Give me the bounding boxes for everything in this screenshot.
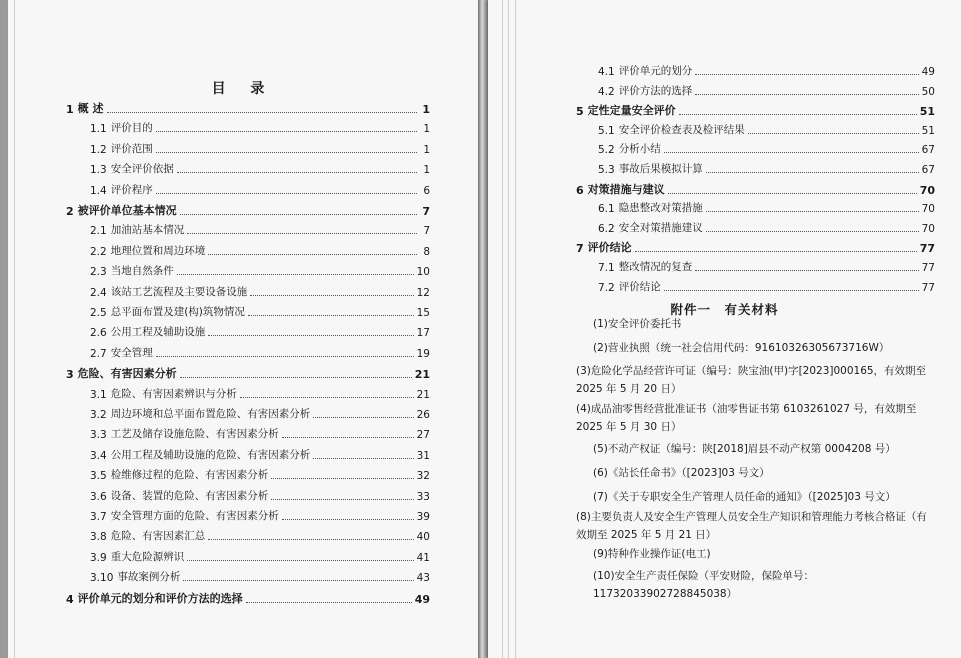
leader-dots	[107, 112, 418, 113]
toc-entry	[90, 120, 430, 135]
toc-entry-page: 26	[416, 409, 430, 421]
toc-entry-number: 7	[576, 242, 584, 256]
leader-dots	[208, 539, 413, 540]
toc-entry	[90, 386, 430, 401]
toc-entry	[90, 263, 430, 278]
leader-dots	[313, 417, 413, 418]
toc-entry-number: 3.2	[90, 409, 107, 421]
toc-entry-page: 70	[921, 203, 935, 216]
leader-dots	[208, 254, 417, 255]
toc-entry	[576, 181, 935, 197]
material-item: (3)危险化学品经营许可证（编号：陕宝油(甲)字[2023]000165，有效期至 2025 年 5 月 20 日）	[576, 365, 927, 395]
leader-dots	[156, 356, 414, 357]
leader-dots	[679, 114, 917, 115]
toc-entry	[90, 488, 430, 503]
toc-entry-title: 事故后果模拟计算	[618, 163, 703, 175]
toc-entry-title: 整改情况的复查	[618, 261, 693, 273]
toc-entry-title: 总平面布置及建(构)筑物情况	[110, 306, 245, 318]
page-edge	[508, 0, 509, 658]
material-item: (10)安全生产责任保险（平安财险，保险单号：11732033902728845038）	[593, 570, 815, 600]
toc-entry	[576, 102, 935, 118]
toc-entry-page: 70	[921, 222, 935, 235]
toc-entry-page: 77	[919, 242, 935, 256]
toc-entry-number: 4.2	[598, 85, 615, 98]
leader-dots	[248, 315, 414, 316]
toc-entry-title: 检维修过程的危险、有害因素分析	[110, 469, 269, 482]
toc-entry-number: 5.3	[598, 164, 615, 176]
leader-dots	[250, 295, 413, 296]
toc-entry-page: 67	[921, 144, 935, 157]
toc-entry-number: 2.6	[90, 327, 107, 340]
toc-entry-page: 12	[416, 286, 430, 299]
leader-dots	[282, 519, 414, 520]
toc-entry-title: 对策措施与建议	[587, 182, 665, 196]
leader-dots	[156, 131, 417, 132]
toc-entry-title: 该站工艺流程及主要设备设施	[110, 285, 248, 298]
page-edge	[14, 0, 15, 658]
toc-entry-title: 评价单元的划分	[618, 65, 693, 77]
material-item: (2)营业执照（统一社会信用代码：91610326305673716W）	[593, 342, 890, 354]
toc-entry-title: 被评价单位基本情况	[77, 204, 177, 217]
toc-entry	[90, 324, 430, 339]
toc-entry-title: 周边环境和总平面布置危险、有害因素分析	[110, 408, 311, 420]
toc-entry-number: 1.1	[90, 123, 107, 136]
leader-dots	[695, 94, 918, 95]
toc-entry-page: 49	[921, 66, 935, 78]
toc-entry-number: 3.1	[90, 388, 107, 401]
toc-entry-title: 安全管理方面的危险、有害因素分析	[110, 510, 279, 522]
toc-entry-title: 评价目的	[110, 122, 153, 135]
toc-entry-title: 评价结论	[587, 241, 632, 255]
leader-dots	[187, 560, 413, 561]
leader-dots	[246, 602, 412, 603]
annex-title: 附件一 有关材料	[670, 302, 779, 317]
toc-entry	[66, 202, 430, 218]
leader-dots	[748, 133, 919, 134]
toc-entry-number: 3.6	[90, 490, 107, 503]
toc-entry-number: 3.8	[90, 531, 107, 544]
toc-entry-page: 1	[423, 164, 430, 177]
toc-entry-title: 危险、有害因素辨识与分析	[110, 387, 237, 400]
leader-dots	[706, 172, 919, 173]
toc-entry	[598, 161, 935, 176]
toc-entry-page: 10	[416, 266, 430, 279]
toc-entry-title: 分析小结	[618, 143, 661, 156]
leader-dots	[664, 290, 919, 291]
toc-entry-number: 3.7	[90, 511, 107, 523]
toc-entry-title: 重大危险源辨识	[110, 550, 185, 563]
leader-dots	[668, 193, 917, 194]
toc-entry-title: 加油站基本情况	[110, 224, 185, 237]
toc-entry	[598, 259, 935, 274]
leader-dots	[177, 274, 414, 275]
leader-dots	[664, 152, 919, 153]
toc-entry-title: 当地自然条件	[110, 265, 174, 278]
toc-entry	[90, 508, 430, 523]
material-item: (7)《关于专职安全生产管理人员任命的通知》（[2025]03 号文）	[593, 491, 896, 503]
toc-entry-page: 21	[416, 388, 430, 401]
toc-entry	[90, 447, 430, 462]
leader-dots	[706, 211, 919, 212]
toc-entry	[90, 426, 430, 441]
toc-entry-number: 6.1	[598, 203, 615, 216]
toc-entry-page: 49	[414, 592, 430, 606]
toc-entry-title: 概 述	[77, 102, 104, 115]
toc-entry	[576, 239, 935, 255]
toc-entry-number: 2.4	[90, 286, 107, 299]
toc-entry-title: 公用工程及辅助设施	[110, 326, 206, 339]
toc-entry-page: 41	[416, 551, 430, 564]
toc-entry-title: 评价程序	[110, 183, 153, 196]
toc-entry-title: 地理位置和周边环境	[110, 244, 206, 257]
toc-entry	[90, 161, 430, 176]
toc-entry-page: 1	[422, 103, 430, 116]
toc-entry	[90, 304, 430, 319]
toc-entry	[66, 590, 430, 606]
toc-entry	[90, 569, 430, 584]
toc-entry	[598, 200, 935, 215]
toc-entry-number: 1.3	[90, 164, 107, 177]
toc-entry-number: 2.2	[90, 245, 107, 258]
leader-dots	[180, 377, 412, 378]
toc-entry-page: 6	[423, 184, 430, 197]
toc-entry-number: 6	[576, 183, 584, 197]
toc-entry-page: 31	[416, 449, 430, 462]
toc-entry	[66, 365, 430, 381]
toc-entry-page: 39	[416, 511, 430, 523]
toc-entry	[90, 467, 430, 482]
leader-dots	[695, 270, 918, 271]
toc-entry-page: 17	[416, 327, 430, 340]
toc-entry-page: 67	[921, 164, 935, 176]
toc-entry-page: 40	[416, 531, 430, 544]
toc-entry	[90, 345, 430, 360]
toc-entry	[66, 100, 430, 116]
toc-entry-page: 7	[423, 225, 430, 238]
toc-entry-title: 工艺及储存设施危险、有害因素分析	[110, 428, 279, 441]
left-page	[8, 0, 478, 658]
toc-entry-page: 33	[416, 490, 430, 503]
leader-dots	[177, 172, 417, 173]
material-item: (8)主要负责人及安全生产管理人员安全生产知识和管理能力考核合格证（有效期至 2025 年 5 月 21 日）	[576, 511, 927, 541]
material-item: (5)不动产权证（编号：陕[2018]眉县不动产权第 0004208 号）	[593, 443, 896, 455]
toc-entry-title: 危险、有害因素分析	[77, 367, 177, 381]
toc-entry	[598, 279, 935, 294]
toc-entry-number: 6.2	[598, 222, 615, 235]
toc-entry	[90, 528, 430, 543]
toc-entry-title: 安全评价检查表及检评结果	[618, 123, 745, 136]
page-edge	[515, 0, 516, 658]
toc-entry-number: 2.1	[90, 225, 107, 238]
toc-entry-page: 19	[416, 347, 430, 360]
leader-dots	[706, 231, 919, 232]
toc-entry	[90, 222, 430, 237]
toc-entry-title: 定性定量安全评价	[587, 104, 676, 118]
toc-entry-title: 设备、装置的危险、有害因素分析	[110, 489, 269, 502]
leader-dots	[208, 335, 413, 336]
leader-dots	[240, 397, 414, 398]
toc-entry-number: 1.2	[90, 143, 107, 156]
toc-entry-title: 安全对策措施建议	[618, 221, 703, 234]
toc-entry-title: 评价结论	[618, 280, 661, 293]
toc-entry-page: 51	[921, 124, 935, 137]
toc-entry-number: 3	[66, 368, 74, 382]
toc-entry-number: 5.1	[598, 124, 615, 137]
toc-entry	[598, 220, 935, 235]
toc-entry-title: 评价方法的选择	[618, 84, 693, 97]
toc-entry-number: 2.3	[90, 266, 107, 279]
leader-dots	[313, 458, 413, 459]
toc-entry-number: 3.3	[90, 429, 107, 442]
toc-entry-page: 77	[921, 262, 935, 274]
toc-entry-number: 7.1	[598, 262, 615, 274]
toc-entry-page: 32	[416, 470, 430, 483]
toc-entry	[598, 83, 935, 98]
leader-dots	[187, 233, 417, 234]
leader-dots	[695, 74, 918, 75]
toc-entry-number: 1.4	[90, 184, 107, 197]
toc-entry-number: 5.2	[598, 144, 615, 157]
toc-entry-number: 2.5	[90, 307, 107, 319]
toc-entry	[90, 406, 430, 421]
toc-entry-page: 1	[423, 143, 430, 156]
leader-dots	[156, 152, 417, 153]
material-item: (9)特种作业操作证(电工)	[593, 548, 711, 560]
right-page	[488, 0, 961, 658]
toc-entry-title: 隐患整改对策措施	[618, 202, 703, 215]
toc-entry-page: 15	[416, 307, 430, 319]
toc-entry	[598, 141, 935, 156]
toc-entry	[90, 549, 430, 564]
toc-entry-page: 50	[921, 85, 935, 98]
toc-entry-title: 安全评价依据	[110, 163, 174, 176]
toc-entry-number: 7.2	[598, 281, 615, 294]
toc-entry-number: 2.7	[90, 347, 107, 360]
toc-entry-title: 安全管理	[110, 346, 153, 359]
toc-entry-page: 77	[921, 281, 935, 294]
toc-entry-number: 3.5	[90, 470, 107, 483]
toc-entry-page: 51	[919, 105, 935, 119]
toc-entry-number: 4	[66, 592, 74, 606]
toc-entry-number: 3.10	[90, 572, 114, 585]
toc-entry	[90, 284, 430, 299]
material-item: (4)成品油零售经营批准证书（油零售证书第 6103261027 号，有效期至 2025 年 5 月 30 日）	[576, 403, 917, 433]
toc-entry-page: 70	[919, 183, 935, 197]
toc-entry-number: 5	[576, 105, 584, 119]
leader-dots	[156, 193, 417, 194]
toc-entry-number: 4.1	[598, 66, 615, 78]
leader-dots	[183, 580, 413, 581]
toc-entry-page: 7	[422, 205, 430, 218]
toc-entry	[90, 243, 430, 258]
toc-title: 目 录	[211, 81, 275, 97]
toc-entry-page: 1	[423, 123, 430, 136]
leader-dots	[180, 214, 417, 215]
toc-entry	[598, 63, 935, 78]
toc-entry-title: 评价单元的划分和评价方法的选择	[77, 591, 243, 605]
toc-entry-page: 43	[416, 572, 430, 585]
leader-dots	[271, 478, 413, 479]
toc-entry	[598, 122, 935, 137]
toc-entry-page: 8	[423, 245, 430, 258]
toc-entry-title: 危险、有害因素汇总	[110, 530, 206, 543]
toc-entry	[90, 141, 430, 156]
toc-entry-title: 评价范围	[110, 142, 153, 155]
toc-entry-page: 27	[416, 429, 430, 442]
book-gutter	[478, 0, 488, 658]
toc-entry-page: 21	[414, 368, 430, 382]
material-item: (6)《站长任命书》（[2023]03 号文）	[593, 467, 770, 479]
toc-entry-title: 事故案例分析	[117, 571, 181, 584]
toc-entry-title: 公用工程及辅助设施的危险、有害因素分析	[110, 448, 311, 461]
toc-entry-number: 3.4	[90, 449, 107, 462]
toc-entry-number: 3.9	[90, 551, 107, 564]
toc-entry-number: 1	[66, 103, 74, 116]
leader-dots	[635, 251, 917, 252]
page-edge	[502, 0, 503, 658]
toc-entry-number: 2	[66, 205, 74, 218]
leader-dots	[282, 437, 414, 438]
toc-entry	[90, 182, 430, 197]
leader-dots	[271, 499, 413, 500]
material-item: (1)安全评价委托书	[593, 318, 682, 330]
